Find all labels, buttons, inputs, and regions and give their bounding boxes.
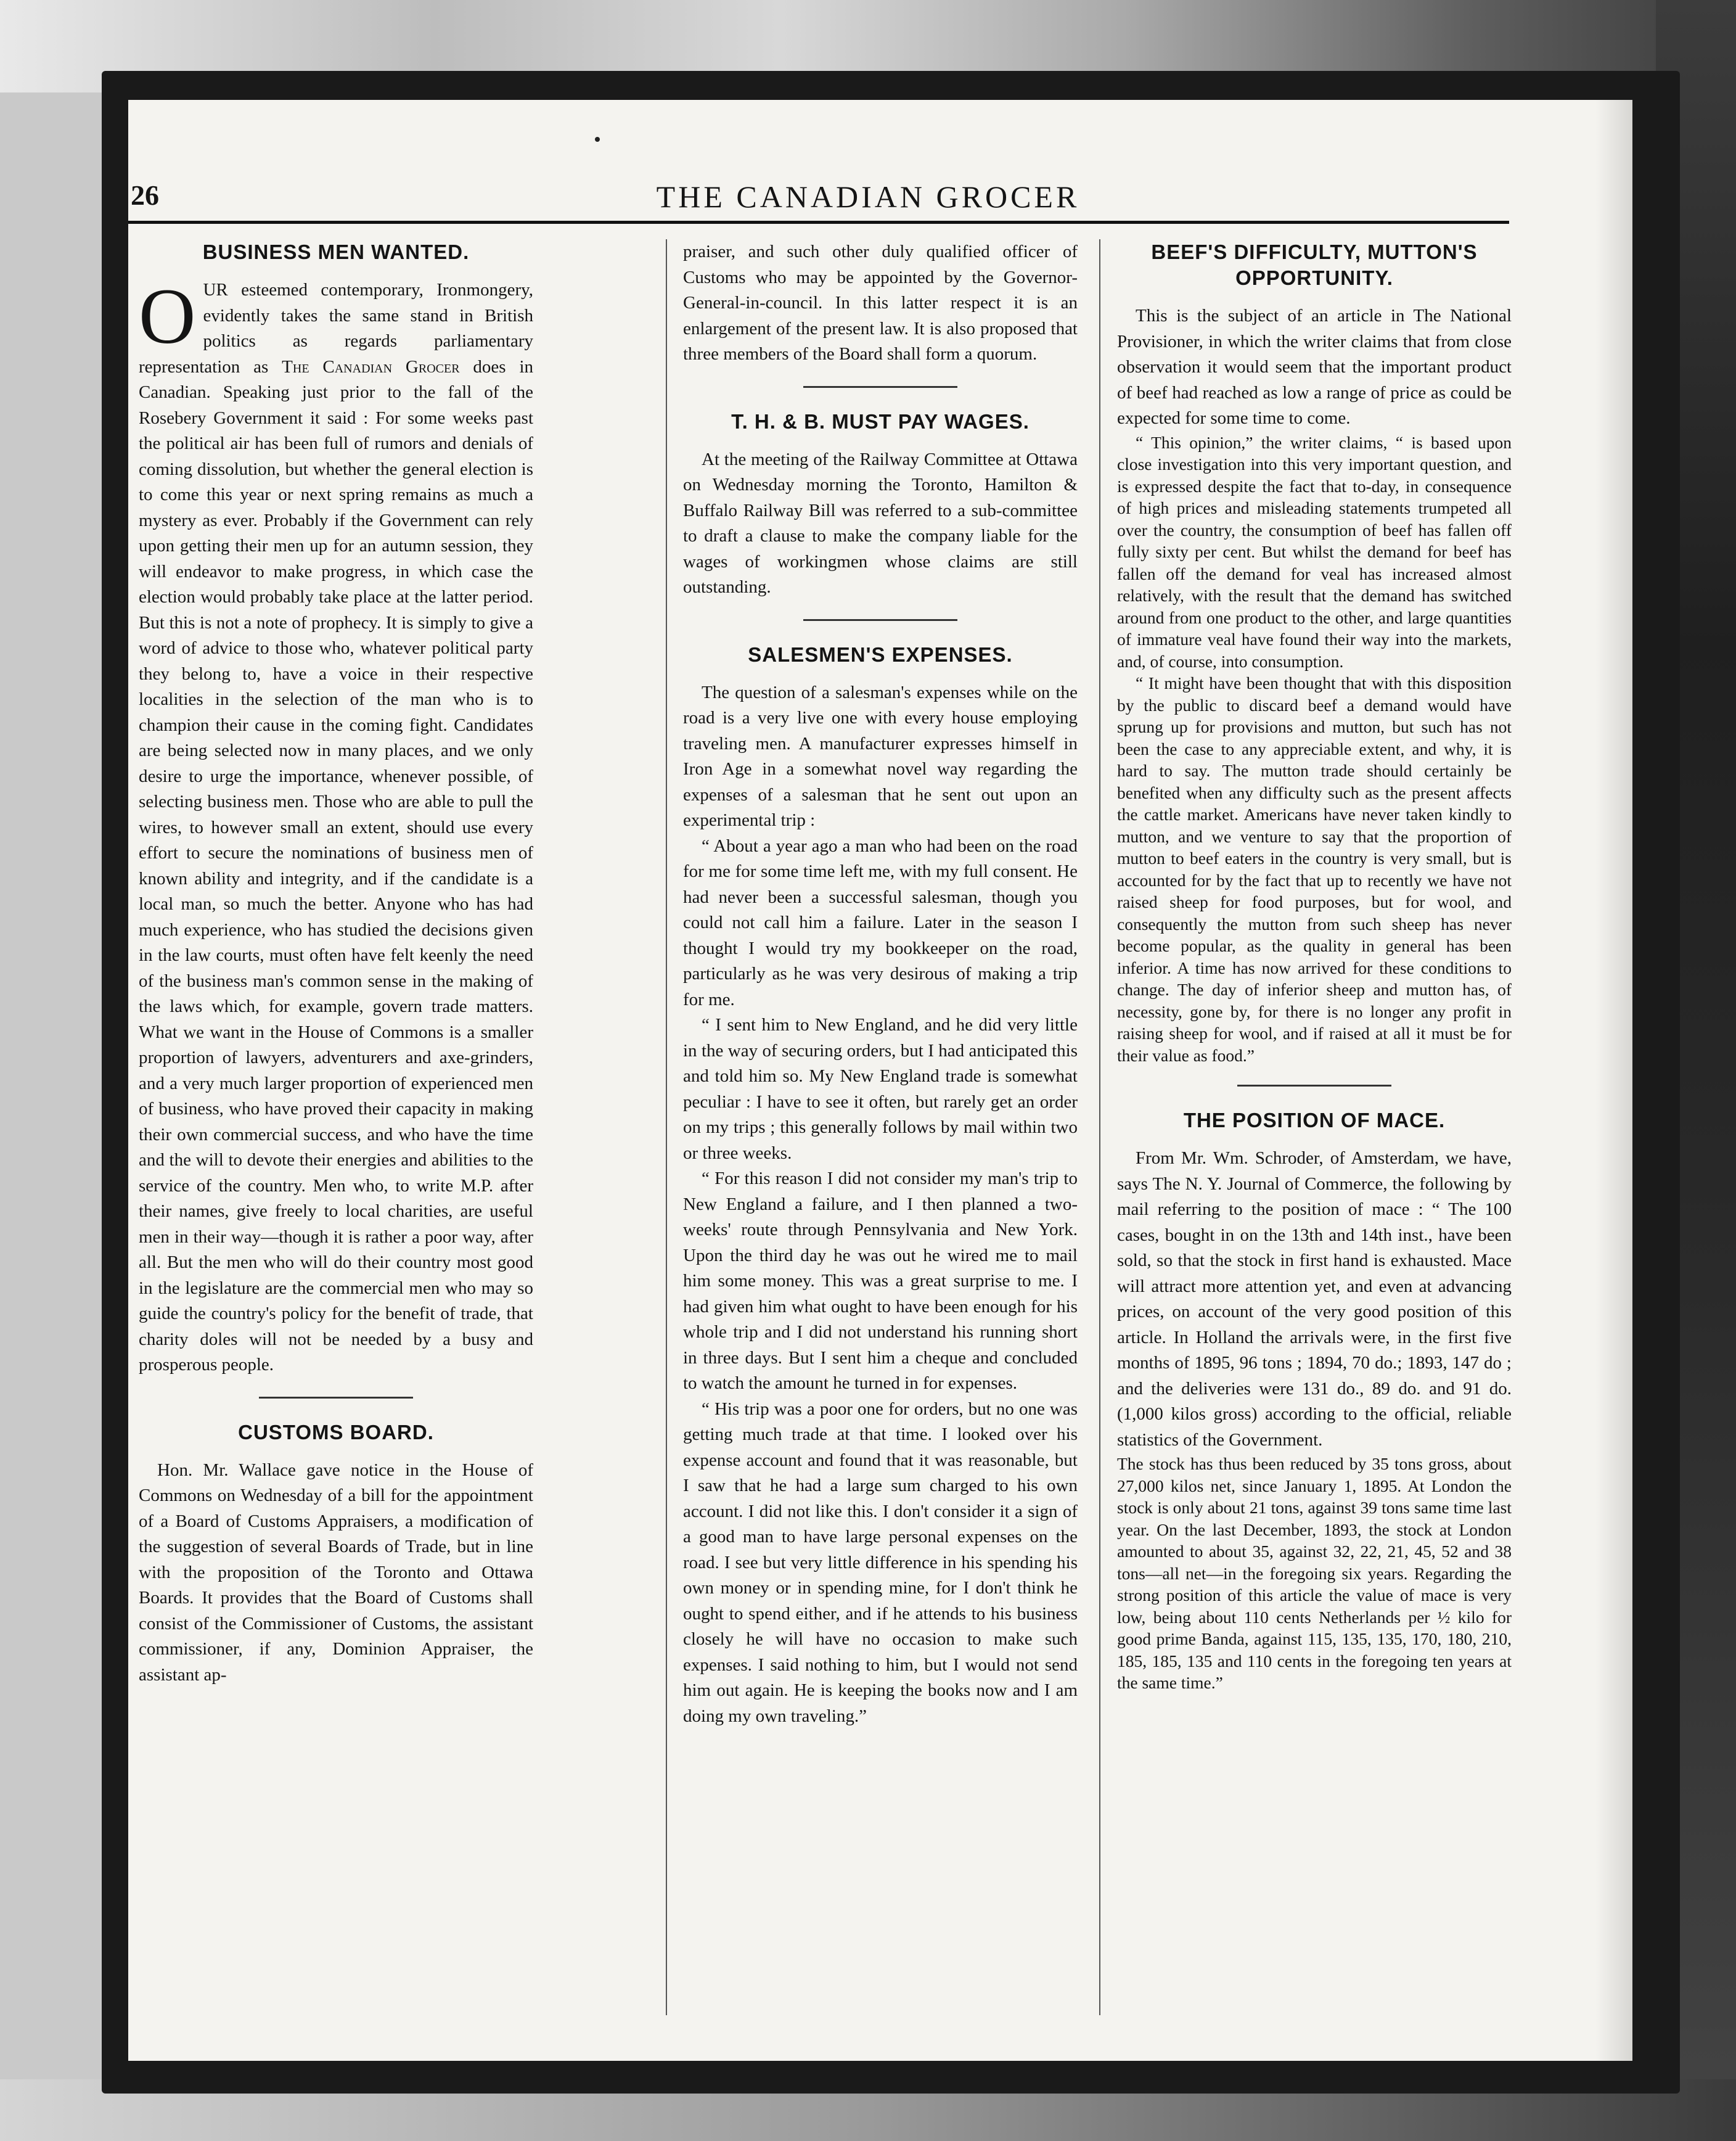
body-text: does in Canadian. Speaking just prior to the fall of the Rosebery Government it said : For some weeks past the political air has been full of rumors and denials of coming dissolution, but whether the general election is to come this year or next spring remains as much a mystery as ever. Probably if the Government can rely upon getting their men up for an autumn session, they will endeavor to make progress, in which case the election would probably take place at the latter period. But this is not a note of prophecy. It is simply to give a word of advice to those who, whatever political party they belong to, have a voice in their respective localities in the selection of the man who is to champion their cause in the coming fight. Candidates are being selected now in many places, and we only desire to urge the importance, whenever possible, of selecting business men. Those who are able to pull the wires, to however small an extent, should use every effort to secure the nominations of business men of known ability and integrity, and if the candidate is a local man, so much the better. Anyone who has had much experience, who has studied the decisions given in the law courts, must often have felt keenly the need of the business man's common sense in the making of the laws which, for example, govern trade matters. What we want in the House of Commons is a smaller proportion of lawyers, adventurers and axe-grinders, and a very much larger proportion of experienced men of business, who have proved their capacity in making their own commercial success, and who have the time and the will to devote their energies and abilities to the service of the country. Men who, to write M.P. after their names, give freely to local charities, are useful men in their way—though it is rather a poor way, after all. But the men who will do their country most good in the legislature are the commercial men who may so guide the country's policy for the benefit of trade, that charity doles will not be needed by a busy and prosperous people. bbox=[139, 356, 533, 1375]
article-title-beef-mutton: BEEF'S DIFFICULTY, MUTTON'S OPPORTUNITY. bbox=[1151, 240, 1478, 289]
article-body: At the meeting of the Railway Committee at Ottawa on Wednesday morning the Toronto, Hamilton & Buffalo Railway Bill was referred to a sub-committee to draft a clause to make the company liable for the wages of workingmen whose claims are still outstanding. bbox=[683, 449, 1078, 597]
header-rule bbox=[128, 221, 1509, 224]
drop-cap: O bbox=[139, 273, 196, 360]
article-body: This is the subject of an article in The National Provisioner, in which the writer claims that from close observation it would seem that the important product of beef had reached as low a range of price as could be expected for some time to come. bbox=[1117, 306, 1512, 428]
section-divider bbox=[803, 619, 957, 621]
article-body bbox=[139, 273, 533, 1378]
column-middle bbox=[683, 239, 1078, 1997]
article-body: “ I sent him to New England, and he did very little in the way of securing orders, but I had anticipated this and told him so. My New England trade is somewhat peculiar : I have to see it often, but rarely get an order on my trips ; this generally follows by mail within two or three weeks. bbox=[683, 1015, 1078, 1163]
article-body: “ For this reason I did not consider my man's trip to New England a failure, and I then planned a two-weeks' route through Pennsylvania and New York. Upon the third day he was out he wired me to mail him some money. This was a great surprise to me. I had given him what ought to have been enough for his whole trip and I did not understand his running short in three days. But I sent him a cheque and concluded to watch the amount he turned in for expenses. bbox=[683, 1169, 1078, 1393]
page-gutter-shadow bbox=[1595, 100, 1632, 2061]
section-divider bbox=[803, 386, 957, 388]
section-divider bbox=[1237, 1085, 1391, 1087]
page-number: 26 bbox=[131, 179, 159, 211]
article-title-business-men-wanted: BUSINESS MEN WANTED. bbox=[202, 240, 470, 263]
print-speck bbox=[595, 137, 600, 142]
column-left bbox=[139, 239, 533, 1997]
article-quote: “ This opinion,” the writer claims, “ is based upon close investigation into this very important question, and is expressed despite the fact that to-day, in consequence of high prices and misleading statements trumpeted all over the country, the consumption of beef has fallen off fully sixty per cent. But whilst the demand for beef has fallen off the demand for veal has increased almost relatively, with the result that the demand has switched around from one product to the other, and large quantities of immature veal have found their way into the markets, and, of course, into consumption. bbox=[1117, 432, 1512, 671]
article-title-thb-wages: T. H. & B. MUST PAY WAGES. bbox=[731, 409, 1030, 433]
article-title-position-of-mace: THE POSITION OF MACE. bbox=[1183, 1109, 1446, 1132]
article-body: “ About a year ago a man who had been on the road for me for some time left me, with my full consent. He had never been a successful salesman, though you could not call him a failure. Later in the season I thought I would try my bookkeeper on the road, particularly as he was very desirous of making a trip for me. bbox=[683, 836, 1078, 1009]
section-divider bbox=[259, 1397, 413, 1399]
article-body: From Mr. Wm. Schroder, of Amsterdam, we have, says The N. Y. Journal of Commerce, the following by mail referring to the position of mace : “ The 100 cases, bought in on the 13th and 14th inst., have been sold, so that the stock in first hand is exhausted. Mace will attract more attention yet, and even at advancing prices, on account of the very good position of this article. In Holland the arrivals were, in the first five months of 1895, 96 tons ; 1894, 70 do.; 1893, 147 do ; and the deliveries were 131 do., 89 do. and 91 do. (1,000 kilos gross) according to the official, reliable statistics of the Government. bbox=[1117, 1148, 1512, 1450]
article-body: “ His trip was a poor one for orders, but no one was getting much trade at that time. I looked over his expense account and found that it was reasonable, but I saw that he had a large sum charged to his own account. I did not like this. I don't consider it a sign of a good man to have large personal expenses on the road. I see but very little difference in his spending his own money or in spending mine, for I don't think he ought to spend either, and if he attends to his business closely he will have no occasion to make such expenses. I said nothing to him, but I would not send him out again. He is keeping the books now and I am doing my own traveling.” bbox=[683, 1399, 1078, 1726]
article-body-continued: praiser, and such other duly qualified officer of Customs who may be appointed by the Governor-General-in-council. In this latter respect it is an enlargement of the present law. It is also proposed that three members of the Board shall form a quorum. bbox=[683, 242, 1078, 364]
publication-name: The Canadian Grocer bbox=[282, 356, 460, 377]
article-body-small: The stock has thus been reduced by 35 tons gross, about 27,000 kilos net, since January 1, 1895. At London the stock is only about 21 tons, against 39 tons same time last year. On the last December, 1893, the stock at London amounted to about 35, against 32, 22, 21, 45, 52 and 38 tons—all net—in the foregoing six years. Regarding the strong position of this article the value of mace is very low, being about 110 cents Netherlands per ½ kilo for good prime Banda, against 115, 135, 135, 170, 180, 210, 185, 185, 135 and 110 cents in the foregoing ten years at the same time.” bbox=[1117, 1454, 1512, 1692]
article-title-salesmens-expenses: SALESMEN'S EXPENSES. bbox=[748, 643, 1013, 666]
article-body: Hon. Mr. Wallace gave notice in the House of Commons on Wednesday of a bill for the appointment of a Board of Customs Appraisers, a modification of the suggestion of several Boards of Trade, but in line with the proposition of the Toronto and Ottawa Boards. It provides that the Board of Customs shall consist of the Commissioner of Customs, the assistant commissioner, if any, Dominion Appraiser, the assistant ap- bbox=[139, 1460, 533, 1685]
article-body: The question of a salesman's expenses while on the road is a very live one with every house employing traveling men. A manufacturer expresses himself in Iron Age in a somewhat novel way regarding the expenses of a salesman that he sent out upon an experimental trip : bbox=[683, 682, 1078, 830]
body-text: UR esteemed contemporary, Ironmongery, evidently takes the same stand in British politics as regards parliamentary representation as bbox=[139, 280, 533, 377]
column-divider bbox=[1099, 239, 1100, 2015]
column-right bbox=[1117, 239, 1512, 1997]
column-divider bbox=[666, 239, 667, 2015]
article-title-customs-board: CUSTOMS BOARD. bbox=[238, 1420, 434, 1444]
publication-title: THE CANADIAN GROCER bbox=[656, 179, 1080, 214]
article-quote: “ It might have been thought that with this disposition by the public to discard beef a demand would have sprung up for provisions and mutton, but such has not been the case to any appreciable extent, and why, it is hard to say. The mutton trade should certainly be benefited when any difficulty such as the present affects the cattle market. Americans have never taken kindly to mutton, and we venture to say that the proportion of mutton to beef eaters in the country is very small, but is accounted for by the fact that up to recently we have not raised sheep for food purposes, but for wool, and consequently the mutton from such sheep has never become popular, as the quality in general has been inferior. A time has now arrived for these conditions to change. The day of inferior sheep and mutton has, of necessity, gone by, for there is no longer any profit in raising sheep for wool, and if raised at all it must be for their value as food.” bbox=[1117, 673, 1512, 1065]
